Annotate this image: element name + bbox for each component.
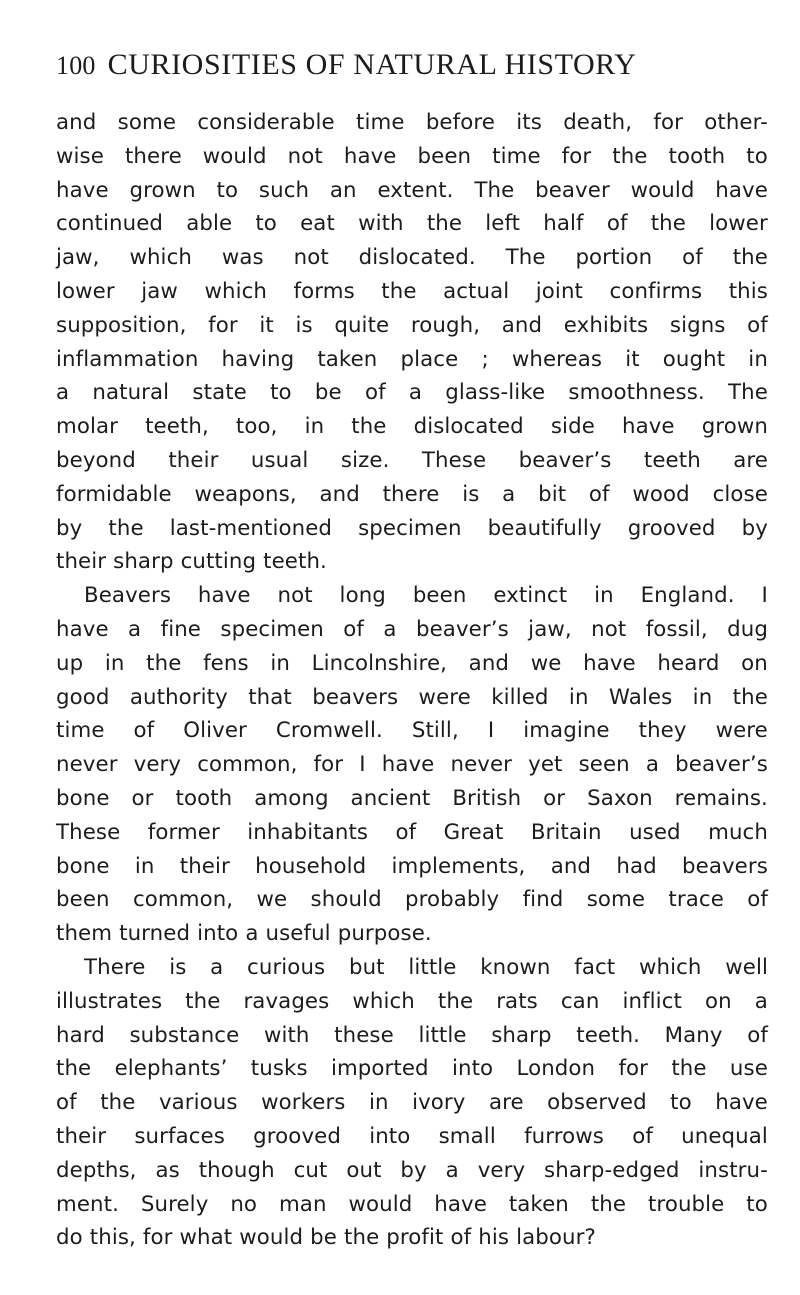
text-line: a natural state to be of a glass-like smoothness. The bbox=[56, 380, 768, 406]
paragraph bbox=[56, 106, 768, 579]
text-line: formidable weapons, and there is a bit of wood close bbox=[56, 481, 768, 507]
text-line: These former inhabitants of Great Britain used much bbox=[56, 819, 768, 845]
text-line: There is a curious but little known fact which well bbox=[84, 954, 768, 980]
text-line: bone or tooth among ancient British or Saxon remains. bbox=[56, 785, 768, 811]
text-line: have a fine specimen of a beaver’s jaw, not fossil, dug bbox=[56, 616, 768, 642]
book-page bbox=[56, 48, 768, 1255]
text-line: up in the fens in Lincolnshire, and we have heard on bbox=[56, 650, 768, 676]
text-line: continued able to eat with the left half of the lower bbox=[56, 211, 768, 237]
running-head bbox=[56, 48, 768, 96]
text-line: lower jaw which forms the actual joint confirms this bbox=[56, 278, 768, 304]
text-line: beyond their usual size. These beaver’s teeth are bbox=[56, 447, 768, 473]
text-line: inflammation having taken place ; whereas it ought in bbox=[56, 346, 768, 372]
text-line: good authority that beavers were killed in Wales in the bbox=[56, 684, 768, 710]
paragraph bbox=[56, 951, 768, 1255]
text-line: jaw, which was not dislocated. The portion of the bbox=[56, 245, 768, 271]
text-line: of the various workers in ivory are observed to have bbox=[56, 1090, 768, 1116]
body-text bbox=[56, 106, 768, 1255]
text-line: hard substance with these little sharp teeth. Many of bbox=[56, 1022, 768, 1048]
running-title: CURIOSITIES OF NATURAL HISTORY bbox=[107, 48, 637, 81]
text-line: and some considerable time before its death, for other- bbox=[56, 110, 768, 135]
text-line: time of Oliver Cromwell. Still, I imagine they were bbox=[56, 718, 768, 744]
page-number: 100 bbox=[56, 51, 96, 80]
text-line: them turned into a useful purpose. bbox=[56, 921, 432, 947]
text-line: molar teeth, too, in the dislocated side have grown bbox=[56, 414, 768, 440]
text-line: Beavers have not long been extinct in England. I bbox=[84, 583, 768, 609]
text-line: illustrates the ravages which the rats can inflict on a bbox=[56, 988, 768, 1014]
text-line: depths, as though cut out by a very sharp-edged instru- bbox=[56, 1157, 768, 1183]
text-line: by the last-mentioned specimen beautifully grooved by bbox=[56, 515, 768, 541]
text-line: have grown to such an extent. The beaver would have bbox=[56, 177, 768, 203]
text-line: ment. Surely no man would have taken the trouble to bbox=[56, 1191, 768, 1217]
text-line: bone in their household implements, and had beavers bbox=[56, 853, 768, 879]
text-line: wise there would not have been time for the tooth to bbox=[56, 143, 768, 169]
text-line: been common, we should probably find some trace of bbox=[56, 887, 768, 913]
text-line: never very common, for I have never yet seen a beaver’s bbox=[56, 752, 768, 778]
text-line: supposition, for it is quite rough, and exhibits signs of bbox=[56, 312, 768, 338]
text-line: do this, for what would be the profit of his labour? bbox=[56, 1225, 596, 1251]
text-line: the elephants’ tusks imported into London for the use bbox=[56, 1056, 768, 1082]
paragraph bbox=[56, 579, 768, 951]
text-line: their surfaces grooved into small furrows of unequal bbox=[56, 1123, 768, 1149]
text-line: their sharp cutting teeth. bbox=[56, 549, 327, 575]
